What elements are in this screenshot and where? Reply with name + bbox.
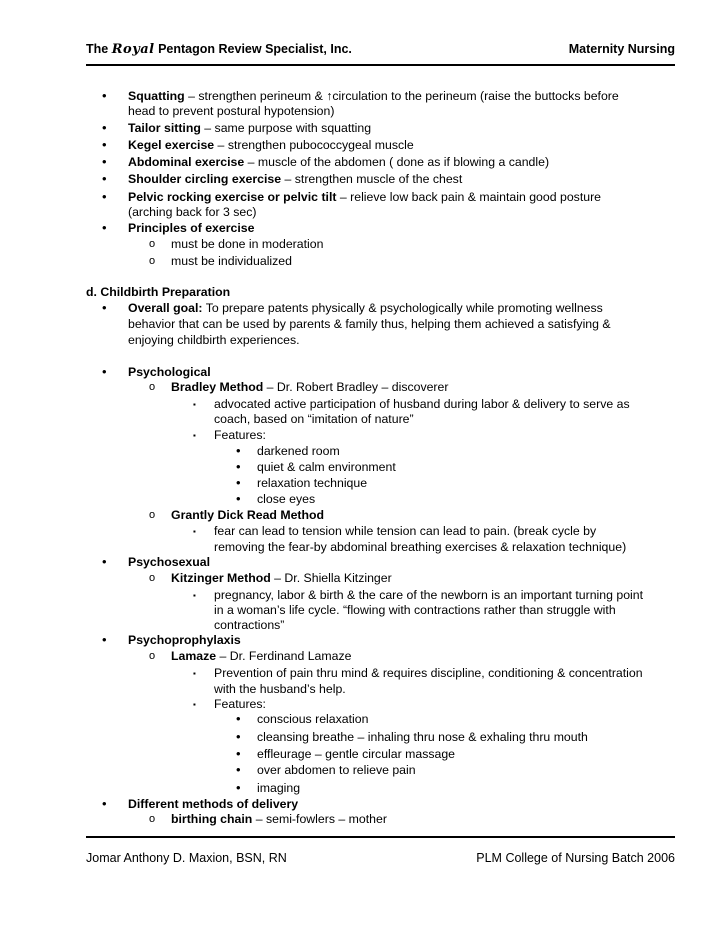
list-item-continuation: (arching back for 3 sec) (128, 205, 257, 219)
circle-bullet-icon: o (149, 572, 156, 584)
detail-continuation: contractions” (214, 618, 285, 632)
header-subject: Maternity Nursing (568, 42, 675, 56)
detail-item: ▪ advocated active participation of husband during labor & delivery to serve as (193, 397, 630, 411)
term: Pelvic rocking exercise or pelvic tilt (128, 190, 337, 204)
sub-item: o must be individualized (149, 254, 292, 268)
square-bullet-icon: ▪ (193, 400, 196, 409)
sub-item: o must be done in moderation (149, 237, 324, 251)
header-the: The (86, 42, 109, 56)
list-item-pelvic (0, 189, 728, 205)
description: – muscle of the abdomen ( done as if blowing a candle) (244, 155, 550, 169)
detail-item: ▪ Features: (193, 697, 266, 711)
square-bullet-icon: ▪ (193, 431, 196, 440)
page-header (86, 42, 675, 62)
feature-item: • conscious relaxation (236, 711, 369, 726)
list-item-principles (0, 220, 728, 236)
term: Principles of exercise (128, 221, 255, 235)
bullet-icon: • (236, 459, 241, 474)
bullet-icon: • (236, 711, 241, 726)
bullet-icon: • (102, 154, 107, 169)
term: Kegel exercise (128, 138, 215, 152)
bullet-icon: • (236, 475, 241, 490)
circle-bullet-icon: o (149, 509, 156, 521)
detail-continuation: with the husband’s help. (214, 682, 346, 696)
sub-item-dick-read: o Grantly Dick Read Method (149, 508, 325, 522)
bullet-icon: • (236, 762, 241, 777)
list-item-continuation: enjoying childbirth experiences. (128, 333, 300, 347)
square-bullet-icon: ▪ (193, 700, 196, 709)
feature-item: • close eyes (236, 491, 316, 506)
detail-item: ▪ pregnancy, labor & birth & the care of the newborn is an important turning point (193, 588, 644, 602)
header-company (86, 42, 352, 57)
bullet-icon: • (236, 443, 241, 458)
detail-item: ▪ Prevention of pain thru mind & requires discipline, conditioning & concentration (193, 666, 643, 680)
term: Overall goal: (128, 301, 203, 315)
description: – same purpose with squatting (200, 121, 372, 135)
square-bullet-icon: ▪ (193, 669, 196, 678)
sub-item-bradley: o Bradley Method – Dr. Robert Bradley – discoverer (149, 380, 449, 394)
feature-item: • effleurage – gentle circular massage (236, 746, 456, 761)
detail-item: ▪ fear can lead to tension while tension can lead to pain. (break cycle by (193, 524, 597, 538)
detail-continuation: removing the fear-by abdominal breathing exercises & relaxation technique) (214, 540, 627, 554)
feature-item: • relaxation technique (236, 475, 368, 490)
page-footer (86, 851, 675, 869)
term: Tailor sitting (128, 121, 201, 135)
list-item-overall-goal: • Overall goal: To prepare patents physically & psychologically while promoting wellness (102, 300, 603, 315)
feature-item: • imaging (236, 780, 301, 795)
circle-bullet-icon: o (149, 813, 156, 825)
list-item-kegel (0, 137, 728, 153)
bullet-icon: • (102, 364, 107, 379)
square-bullet-icon: ▪ (193, 527, 196, 536)
bullet-icon: • (102, 796, 107, 811)
footer-school: PLM College of Nursing Batch 2006 (476, 851, 675, 865)
footer-rule (86, 836, 675, 838)
description: – relieve low back pain & maintain good posture (336, 190, 602, 204)
feature-item: • cleansing breathe – inhaling thru nose & exhaling thru mouth (236, 729, 588, 744)
circle-bullet-icon: o (149, 381, 156, 393)
bullet-icon: • (102, 554, 107, 569)
term: Shoulder circling exercise (128, 172, 282, 186)
list-item-continuation: behavior that can be used by parents & family thus, helping them achieved a satisfying & (128, 317, 611, 331)
circle-bullet-icon: o (149, 650, 156, 662)
bullet-icon: • (102, 137, 107, 152)
detail-continuation: in a woman’s life cycle. “flowing with contractions rather than struggle with (214, 603, 616, 617)
sub-item-birthing-chain: o birthing chain – semi-fowlers – mother (149, 812, 387, 826)
feature-item: • quiet & calm environment (236, 459, 396, 474)
bullet-icon: • (236, 746, 241, 761)
footer-author: Jomar Anthony D. Maxion, BSN, RN (86, 851, 287, 865)
header-rule (86, 64, 675, 66)
bullet-icon: • (102, 189, 107, 204)
list-item-psychoprophylaxis: • Psychoprophylaxis (102, 632, 241, 647)
list-item-squatting (0, 88, 728, 104)
section-heading: d. Childbirth Preparation (86, 285, 231, 299)
term: Squatting (128, 89, 185, 103)
circle-bullet-icon: o (149, 238, 156, 250)
bullet-icon: • (102, 220, 107, 235)
detail-item: ▪ Features: (193, 428, 266, 442)
bullet-icon: • (236, 491, 241, 506)
description: – strengthen pubococcygeal muscle (214, 138, 414, 152)
bullet-icon: • (102, 300, 107, 315)
list-item-delivery-methods: • Different methods of delivery (102, 796, 299, 811)
list-item-continuation: head to prevent postural hypotension) (128, 104, 335, 118)
header-royal-logo-text: Royal (111, 42, 155, 57)
bullet-icon: • (236, 729, 241, 744)
term: Abdominal exercise (128, 155, 245, 169)
square-bullet-icon: ▪ (193, 591, 196, 600)
list-item-psychosexual: • Psychosexual (102, 554, 211, 569)
bullet-icon: • (102, 632, 107, 647)
bullet-icon: • (102, 88, 107, 103)
bullet-icon: • (102, 120, 107, 135)
circle-bullet-icon: o (149, 255, 156, 267)
list-item-shoulder (0, 171, 728, 187)
list-item-abdominal (0, 154, 728, 170)
list-item-psychological: • Psychological (102, 364, 211, 379)
detail-continuation: coach, based on “imitation of nature” (214, 412, 414, 426)
description: – strengthen perineum & ↑circulation to the perineum (raise the buttocks before (184, 89, 619, 103)
header-company-name: Pentagon Review Specialist, Inc. (158, 42, 352, 56)
bullet-icon: • (102, 171, 107, 186)
feature-item: • darkened room (236, 443, 340, 458)
sub-item-kitzinger: o Kitzinger Method – Dr. Shiella Kitzinger (149, 571, 392, 585)
bullet-icon: • (236, 780, 241, 795)
description: – strengthen muscle of the chest (281, 172, 463, 186)
list-item-tailor-sitting (0, 120, 728, 136)
feature-item: • over abdomen to relieve pain (236, 762, 416, 777)
sub-item-lamaze: o Lamaze – Dr. Ferdinand Lamaze (149, 649, 352, 663)
